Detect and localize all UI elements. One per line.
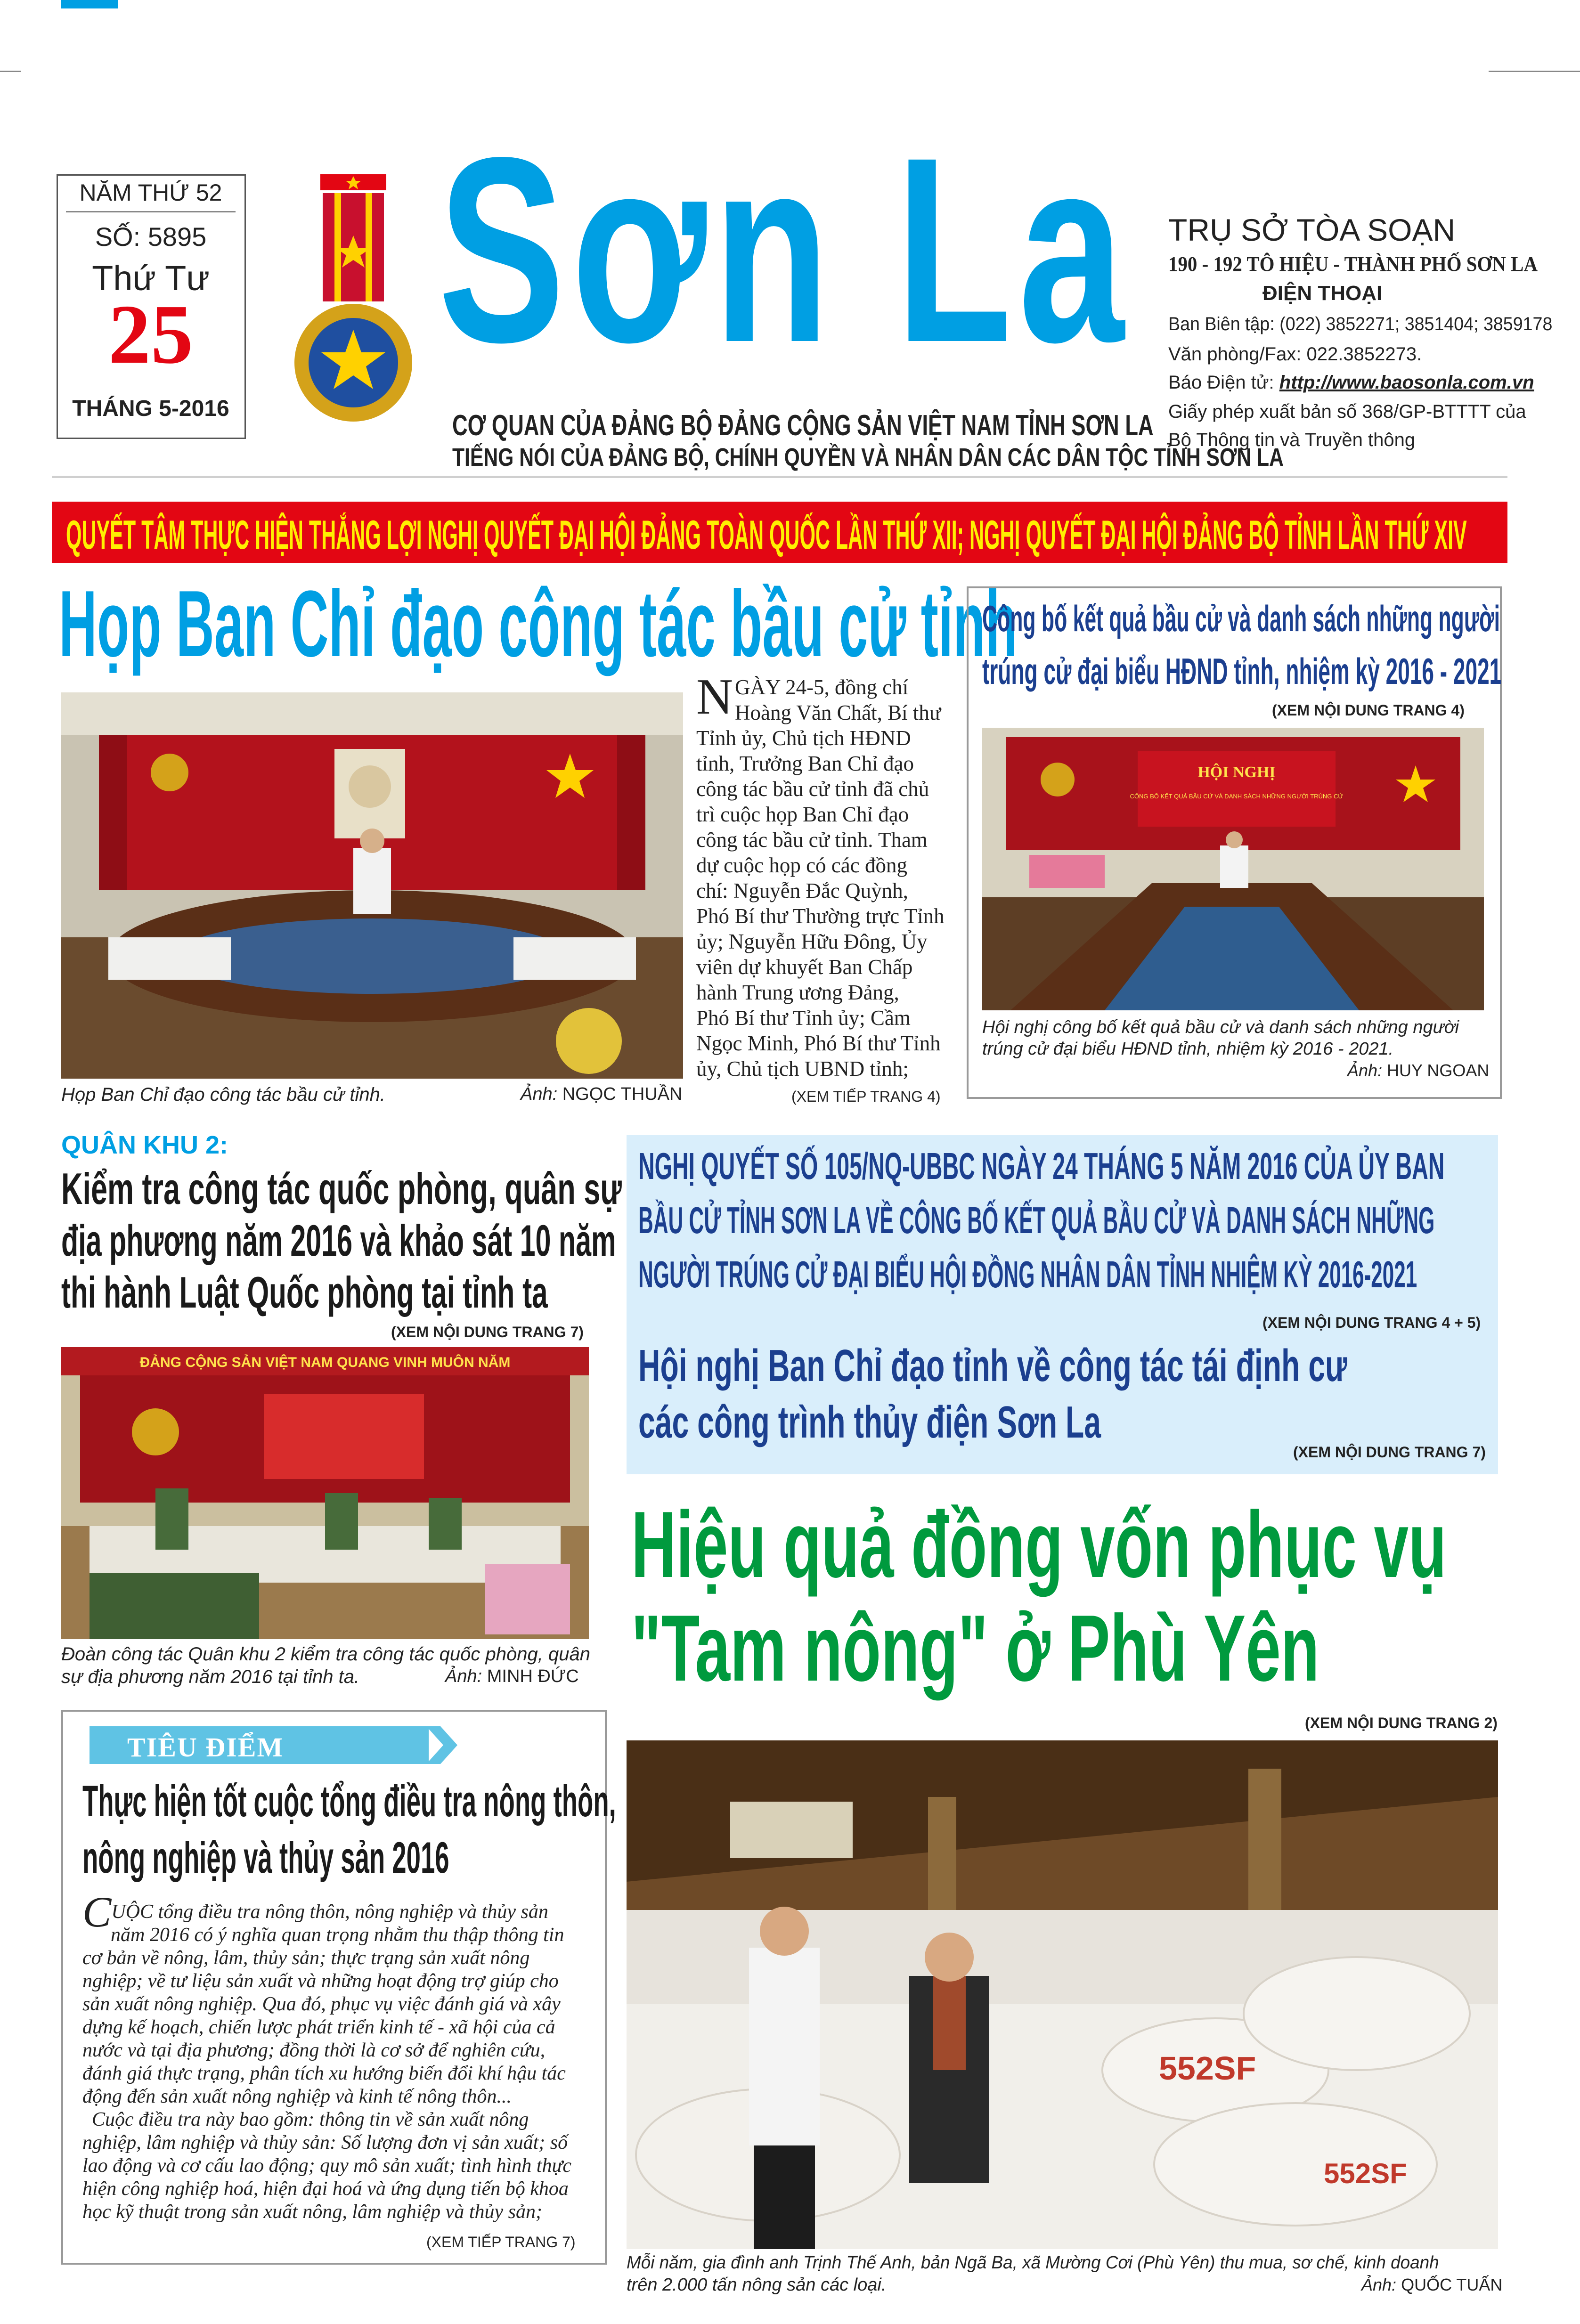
lead-photo bbox=[61, 692, 683, 1079]
mil-officer-3 bbox=[429, 1498, 462, 1550]
lead-line: Ngọc Minh, Phó Bí thư Tỉnh bbox=[696, 1032, 941, 1055]
focus-line: nước và tại địa phương; đồng thời là cơ sở để nghiên cứu, bbox=[82, 2040, 546, 2061]
slogan-banner bbox=[52, 502, 1507, 563]
hall-speaker bbox=[1220, 845, 1248, 888]
election-photo-scene bbox=[982, 728, 1484, 1010]
election-see[interactable]: (XEM NỘI DUNG TRANG 4) bbox=[1272, 702, 1465, 719]
military-credit bbox=[445, 1666, 579, 1687]
military-caption-2: sự địa phương năm 2016 tại tỉnh ta. bbox=[61, 1666, 360, 1687]
conference-headline-1[interactable]: Hội nghị Ban Chỉ đạo tỉnh về công tác tái định cư bbox=[638, 1341, 1347, 1391]
focus-line: lao động và cơ cấu lao động; quy mô sản xuất; tình hình thực bbox=[82, 2155, 572, 2177]
focus-headline-1[interactable]: Thực hiện tốt cuộc tổng điều tra nông thôn, bbox=[82, 1776, 616, 1826]
focus-label: TIÊU ĐIỂM bbox=[127, 1732, 284, 1763]
mil-screen bbox=[264, 1394, 424, 1479]
bag-mark-1: 552SF bbox=[1159, 2050, 1256, 2087]
agency-line: CƠ QUAN CỦA ĐẢNG BỘ ĐẢNG CỘNG SẢN VIỆT NAM TỈNH SƠN LA bbox=[452, 409, 1154, 442]
focus-line: nghiệp; về tư liệu sản xuất và những hoạt động trợ giúp cho bbox=[82, 1970, 559, 1992]
feature-credit-name: QUỐC TUẤN bbox=[1401, 2275, 1503, 2294]
issue-divider-1 bbox=[66, 211, 236, 212]
election-photo bbox=[982, 728, 1484, 1010]
medal-ribbon-stripe-1 bbox=[334, 193, 341, 301]
bag-mark-2: 552SF bbox=[1324, 2158, 1407, 2189]
issue-year: NĂM THỨ 52 bbox=[79, 179, 222, 206]
crop-mark-left bbox=[0, 71, 21, 72]
feature-headline-2[interactable]: "Tam nông" ở Phù Yên bbox=[631, 1596, 1319, 1701]
office-editorial: Ban Biên tập: (022) 3852271; 3851404; 3859178 bbox=[1168, 314, 1553, 334]
mil-officers-front bbox=[90, 1573, 259, 1639]
military-photo bbox=[61, 1347, 589, 1639]
lead-line: Phó Bí thư Tỉnh ủy; Cầm bbox=[696, 1006, 911, 1030]
lead-caption: Họp Ban Chỉ đạo công tác bầu cử tỉnh. bbox=[61, 1084, 386, 1105]
man-2-shirt bbox=[933, 1976, 966, 2070]
feature-caption-2: trên 2.000 tấn nông sản các loại. bbox=[627, 2275, 887, 2295]
lead-line: công tác bầu cử tỉnh. Tham bbox=[696, 828, 928, 852]
table-center bbox=[174, 918, 570, 994]
military-headline-2[interactable]: địa phương năm 2016 và khảo sát 10 năm bbox=[61, 1216, 616, 1265]
lead-line: trì cuộc họp Ban Chỉ đạo bbox=[696, 803, 909, 826]
military-headline-1[interactable]: Kiểm tra công tác quốc phòng, quân sự bbox=[61, 1164, 622, 1213]
hall-flowers bbox=[1029, 855, 1105, 888]
corner-tab bbox=[61, 0, 118, 8]
feature-credit-label: Ảnh: bbox=[1361, 2275, 1401, 2294]
flowers bbox=[556, 1008, 622, 1074]
resolution-line-2[interactable]: BẦU CỬ TỈNH SƠN LA VỀ CÔNG BỐ KẾT QUẢ BẦU CỬ VÀ DANH SÁCH NHỮNG bbox=[638, 1199, 1435, 1241]
office-fax: Văn phòng/Fax: 022.3852273. bbox=[1168, 344, 1422, 365]
slogan-text: QUYẾT TÂM THỰC HIỆN THẮNG LỢI NGHỊ QUYẾT ĐẠI HỘI ĐẢNG TOÀN QUỐC LẦN THỨ XII; NGHỊ QUYẾT ĐẠI HỘI ĐẢNG BỘ TỈNH LẦN THỨ XIV bbox=[66, 512, 1467, 558]
medal-emblem bbox=[283, 165, 424, 438]
focus-line: đánh giá thực trạng, phân tích xu hướng biến đổi khí hậu tác bbox=[82, 2063, 566, 2084]
election-credit bbox=[1347, 1061, 1489, 1081]
mil-banner-text: ĐẢNG CỘNG SẢN VIỆT NAM QUANG VINH MUÔN NĂM bbox=[139, 1355, 511, 1370]
focus-headline-2[interactable]: nông nghiệp và thủy sản 2016 bbox=[82, 1833, 449, 1882]
man-1-body bbox=[749, 1948, 820, 2145]
feature-photo-scene bbox=[627, 1740, 1498, 2249]
hall-speaker-head bbox=[1226, 831, 1243, 848]
speaker bbox=[353, 848, 391, 914]
warehouse-window bbox=[730, 1802, 853, 1858]
conference-headline-2[interactable]: các công trình thủy điện Sơn La bbox=[638, 1397, 1101, 1447]
military-kicker: QUÂN KHU 2: bbox=[61, 1131, 228, 1159]
lead-line: dự cuộc họp có các đồng bbox=[696, 853, 907, 877]
lead-credit-label: Ảnh: bbox=[521, 1084, 562, 1104]
lead-line: Phó Bí thư Thường trực Tỉnh bbox=[696, 904, 945, 928]
office-web-line bbox=[1168, 372, 1534, 393]
masthead-rule bbox=[52, 476, 1507, 478]
stage-screen-subtitle: CÔNG BỐ KẾT QUẢ BẦU CỬ VÀ DANH SÁCH NHỮNG NGƯỜI TRÚNG CỬ bbox=[1130, 793, 1344, 800]
feature-see[interactable]: (XEM NỘI DUNG TRANG 2) bbox=[1305, 1715, 1498, 1731]
delegates-left bbox=[108, 937, 231, 980]
office-license-2: Bộ Thông tin và Truyền thông bbox=[1168, 430, 1416, 450]
focus-dropcap: C bbox=[82, 1888, 112, 1936]
focus-chevron-icon bbox=[426, 1726, 459, 1764]
mil-officer-1 bbox=[155, 1488, 188, 1550]
election-headline-1[interactable]: Công bố kết quả bầu cử và danh sách những người bbox=[982, 598, 1500, 639]
newspaper-logo: Sơn La bbox=[438, 102, 1131, 397]
feature-photo bbox=[627, 1740, 1498, 2249]
lead-credit-name: NGỌC THUẦN bbox=[562, 1084, 683, 1104]
lead-headline[interactable]: Họp Ban Chỉ đạo công tác bầu cử tỉnh bbox=[59, 571, 1018, 676]
lead-dropcap: N bbox=[696, 669, 733, 725]
office-web-label: Báo Điện tử: bbox=[1168, 372, 1279, 393]
military-see[interactable]: (XEM NỘI DUNG TRANG 7) bbox=[391, 1324, 584, 1341]
lead-line: ủy; Nguyễn Hữu Đông, Ủy bbox=[696, 930, 928, 953]
focus-line: hiện công nghiệp hoá, hiện đại hoá và ứng dụng tiến bộ khoa bbox=[82, 2178, 569, 2200]
ceiling bbox=[61, 692, 683, 735]
medal-ribbon-stripe-2 bbox=[366, 193, 372, 301]
portrait-head bbox=[349, 765, 391, 808]
man-1-legs bbox=[754, 2145, 815, 2249]
focus-p1-first: UỘC tổng điều tra nông thôn, nông nghiệp và thủy sản bbox=[111, 1901, 548, 1923]
stage-curtain-fold-2 bbox=[617, 735, 645, 890]
stage-curtain-fold-1 bbox=[99, 735, 127, 890]
stage-screen-title: HỘI NGHỊ bbox=[1197, 764, 1276, 781]
mil-officer-2 bbox=[325, 1493, 358, 1550]
office-address: 190 - 192 TÔ HIỆU - THÀNH PHỐ SƠN LA bbox=[1168, 252, 1538, 276]
election-caption-1: Hội nghị công bố kết quả bầu cử và danh sách những người bbox=[982, 1017, 1459, 1037]
focus-line: dựng kế hoạch, chiến lược phát triển kinh tế - xã hội của cả bbox=[82, 2016, 555, 2038]
office-license-1: Giấy phép xuất bản số 368/GP-BTTTT của bbox=[1168, 401, 1526, 422]
lead-credit bbox=[521, 1084, 683, 1105]
resolution-line-3[interactable]: NGƯỜI TRÚNG CỬ ĐẠI BIỂU HỘI ĐỒNG NHÂN DÂN TỈNH NHIỆM KỲ 2016-2021 bbox=[638, 1253, 1417, 1295]
conference-see[interactable]: (XEM NỘI DUNG TRANG 7) bbox=[1293, 1444, 1486, 1461]
lead-line: hành Trung ương Đảng, bbox=[696, 981, 899, 1004]
stage-screen bbox=[1138, 751, 1336, 827]
crop-mark-right bbox=[1489, 71, 1580, 72]
lead-body bbox=[696, 669, 951, 1081]
issue-number: SỐ: 5895 bbox=[95, 222, 207, 252]
resolution-see[interactable]: (XEM NỘI DUNG TRANG 4 + 5) bbox=[1262, 1314, 1481, 1331]
lead-line: Tỉnh ủy, Chủ tịch HĐND bbox=[696, 726, 911, 750]
lead-line: ủy, Chủ tịch UBND tỉnh; bbox=[696, 1057, 909, 1081]
mil-emblem bbox=[132, 1408, 179, 1455]
feature-caption-1: Mỗi năm, gia đình anh Trịnh Thế Anh, bản Ngã Ba, xã Mường Cơi (Phù Yên) thu mua, sơ chế, kinh doanh bbox=[627, 2253, 1439, 2273]
lead-line: chí: Nguyễn Đắc Quỳnh, bbox=[696, 879, 908, 902]
issue-day: 25 bbox=[108, 287, 193, 381]
resolution-line-1[interactable]: NGHỊ QUYẾT SỐ 105/NQ-UBBC NGÀY 24 THÁNG 5 NĂM 2016 CỦA ỦY BAN bbox=[638, 1145, 1445, 1187]
issue-month: THÁNG 5-2016 bbox=[72, 396, 229, 421]
election-credit-label: Ảnh: bbox=[1347, 1061, 1387, 1080]
feature-headline-1[interactable]: Hiệu quả đồng vốn phục vụ bbox=[631, 1492, 1447, 1597]
focus-more[interactable]: (XEM TIẾP TRANG 7) bbox=[426, 2234, 576, 2251]
lead-line: GÀY 24-5, đồng chí bbox=[735, 675, 909, 699]
focus-line: sản xuất nông nghiệp. Qua đó, phục vụ việc đánh giá và xây bbox=[82, 1993, 561, 2015]
feature-credit bbox=[1361, 2275, 1502, 2295]
military-credit-name: MINH ĐỨC bbox=[487, 1666, 579, 1686]
lead-photo-scene bbox=[61, 692, 683, 1079]
lead-line: công tác bầu cử tỉnh đã chủ bbox=[696, 777, 929, 801]
speaker-head bbox=[360, 829, 384, 853]
focus-line: Cuộc điều tra này bao gồm: thông tin về sản xuất nông bbox=[92, 2109, 529, 2130]
man-1-head bbox=[760, 1907, 809, 1956]
lead-line: viên dự khuyết Ban Chấp bbox=[696, 955, 913, 979]
lead-line: tỉnh, Trưởng Ban Chỉ đạo bbox=[696, 752, 914, 775]
focus-line: nghiệp, lâm nghiệp và thủy sản: Số lượng đơn vị sản xuất; số bbox=[82, 2132, 568, 2153]
tagline: TIẾNG NÓI CỦA ĐẢNG BỘ, CHÍNH QUYỀN VÀ NHÂN DÂN CÁC DÂN TỘC TỈNH SƠN LA bbox=[452, 443, 1284, 471]
military-photo-scene bbox=[61, 1347, 589, 1639]
mil-flowers bbox=[485, 1564, 570, 1634]
party-emblem bbox=[151, 754, 188, 791]
focus-line: học kỹ thuật trong sản xuất nông, lâm nghiệp và thủy sản; bbox=[82, 2201, 542, 2223]
focus-line: cơ bản về nông, lâm, thủy sản; thực trạng sản xuất nông bbox=[82, 1947, 530, 1969]
focus-body bbox=[82, 1888, 591, 2224]
lead-more[interactable]: (XEM TIẾP TRANG 4) bbox=[791, 1088, 941, 1105]
office-web-link[interactable]: http://www.baosonla.com.vn bbox=[1279, 372, 1534, 393]
lead-line: Hoàng Văn Chất, Bí thư bbox=[735, 701, 941, 724]
issue-weekday: Thứ Tư bbox=[92, 259, 210, 298]
issue-box bbox=[57, 174, 245, 438]
military-credit-label: Ảnh: bbox=[445, 1666, 487, 1686]
hall-emblem bbox=[1041, 763, 1075, 796]
man-2-head bbox=[925, 1933, 974, 1982]
delegates-right bbox=[513, 937, 636, 980]
office-phone-title: ĐIỆN THOẠI bbox=[1262, 282, 1383, 305]
election-caption-2: trúng cử đại biểu HĐND tỉnh, nhiệm kỳ 2016 - 2021. bbox=[982, 1039, 1394, 1059]
military-caption-1: Đoàn công tác Quân khu 2 kiểm tra công tác quốc phòng, quân bbox=[61, 1644, 590, 1665]
election-headline-2[interactable]: trúng cử đại biểu HĐND tỉnh, nhiệm kỳ 2016 - 2021 bbox=[982, 650, 1502, 692]
focus-line: năm 2016 có ý nghĩa quan trọng nhằm thu thập thông tin bbox=[111, 1924, 564, 1946]
bag-2 bbox=[1244, 1957, 1470, 2070]
office-title: TRỤ SỞ TÒA SOẠN bbox=[1168, 212, 1456, 247]
focus-line: động đến sản xuất nông nghiệp và kinh tế nông thôn... bbox=[82, 2086, 512, 2107]
military-headline-3[interactable]: thi hành Luật Quốc phòng tại tỉnh ta bbox=[61, 1268, 548, 1317]
election-credit-name: HUY NGOAN bbox=[1387, 1061, 1490, 1080]
